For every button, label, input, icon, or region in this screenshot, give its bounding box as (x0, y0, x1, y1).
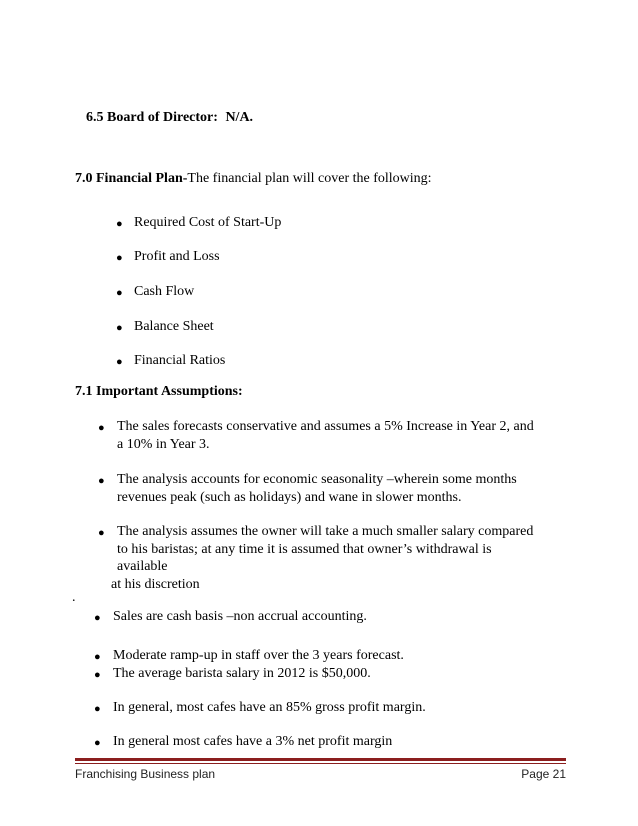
bullet-icon: ● (116, 218, 123, 230)
bullet-icon: ● (94, 651, 101, 663)
list-item: The average barista salary in 2012 is $50,000. (113, 666, 371, 681)
list-item: Required Cost of Start-Up (134, 215, 282, 230)
list-item: Cash Flow (134, 284, 195, 299)
bullet-icon: ● (94, 669, 101, 681)
bullet-icon: ● (94, 612, 101, 624)
list-item-line: available (117, 559, 168, 574)
section-7-1-heading: 7.1 Important Assumptions: (75, 384, 243, 399)
bullet-icon: ● (116, 252, 123, 264)
section-7-0-title: 7.0 Financial Plan- (75, 171, 188, 186)
list-item: In general, most cafes have an 85% gross profit margin. (113, 700, 426, 715)
list-item: Financial Ratios (134, 353, 226, 368)
list-item-line: revenues peak (such as holidays) and wane in slower months. (117, 490, 462, 505)
bullet-icon: ● (116, 287, 123, 299)
bullet-icon: ● (94, 703, 101, 715)
footer-rule-thick (75, 758, 566, 761)
list-item-line: to his baristas; at any time it is assumed that owner’s withdrawal is (117, 542, 492, 557)
list-item: Balance Sheet (134, 319, 214, 334)
list-item-line: The analysis accounts for economic seasonality –wherein some months (117, 472, 517, 487)
list-item: Sales are cash basis –non accrual accounting. (113, 609, 367, 624)
footer-page-number: Page 21 (521, 767, 566, 781)
section-7-0-heading (75, 171, 432, 187)
list-item-line: The sales forecasts conservative and assumes a 5% Increase in Year 2, and (117, 419, 534, 434)
list-item-line: at his discretion (111, 577, 200, 592)
bullet-icon: ● (116, 356, 123, 368)
stray-period: . (72, 590, 76, 605)
bullet-icon: ● (116, 322, 123, 334)
bullet-icon: ● (98, 527, 105, 539)
list-item-line: The analysis assumes the owner will take a much smaller salary compared (117, 524, 534, 539)
section-6-5-heading (86, 110, 253, 126)
bullet-icon: ● (98, 422, 105, 434)
bullet-icon: ● (94, 737, 101, 749)
section-7-0-intro: The financial plan will cover the following: (187, 171, 432, 186)
footer-rule-thin (75, 763, 566, 764)
list-item: In general most cafes have a 3% net profit margin (113, 734, 393, 749)
list-item-line: a 10% in Year 3. (117, 437, 210, 452)
bullet-icon: ● (98, 475, 105, 487)
section-6-5-value: N/A. (225, 110, 254, 125)
list-item: Profit and Loss (134, 249, 220, 264)
list-item: Moderate ramp-up in staff over the 3 years forecast. (113, 648, 404, 663)
footer-left: Franchising Business plan (75, 767, 216, 781)
section-6-5-title: 6.5 Board of Director: (86, 110, 218, 125)
